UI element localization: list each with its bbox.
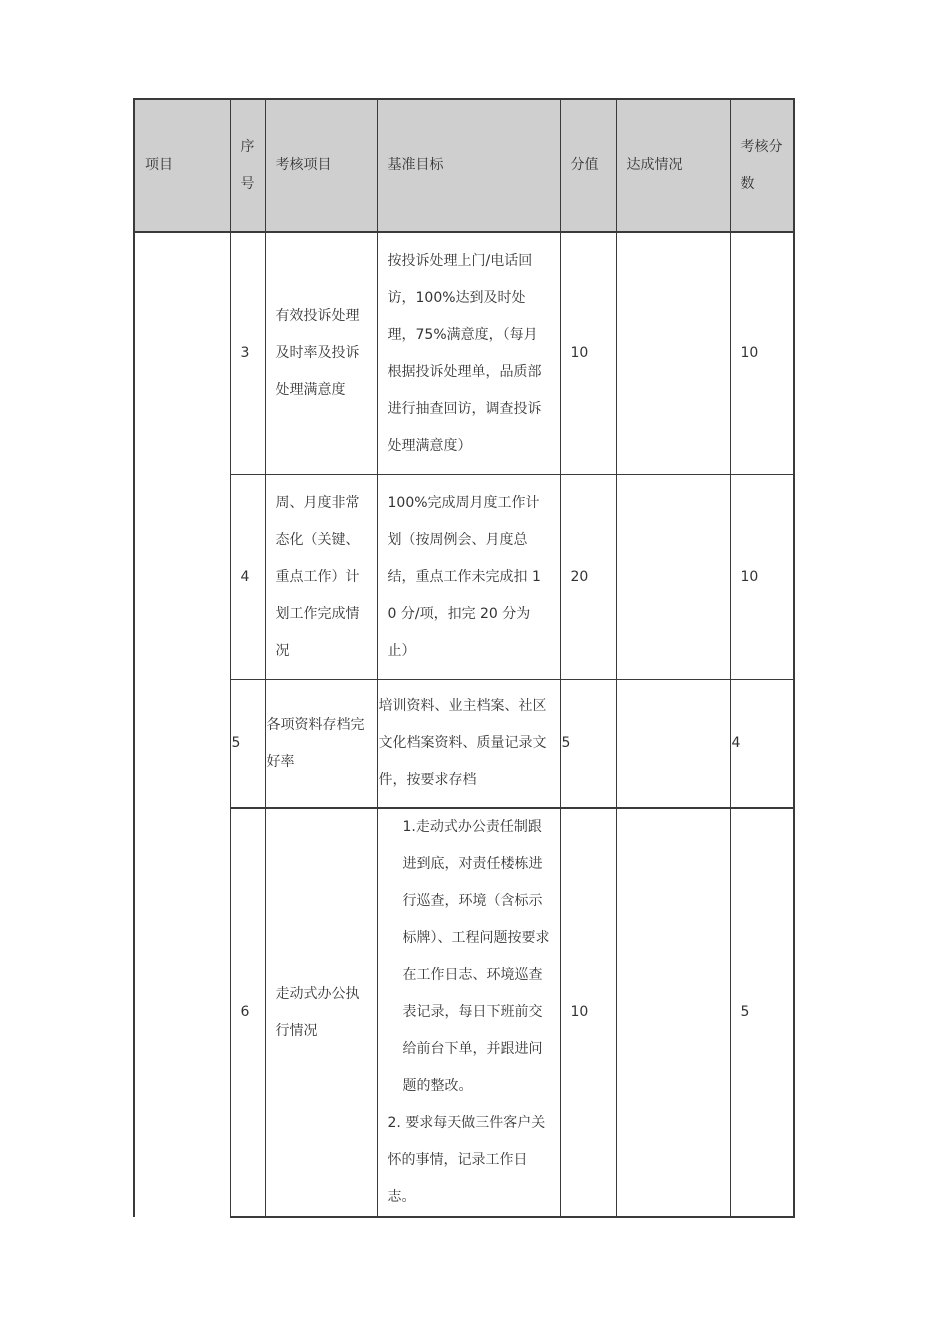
row-status (616, 808, 730, 1217)
header-status: 达成情况 (616, 99, 730, 232)
row-item: 走动式办公执行情况 (265, 808, 377, 1217)
header-target: 基准目标 (377, 99, 560, 232)
row-status (616, 475, 730, 680)
project-cell (134, 232, 230, 1217)
header-seq: 序号 (230, 99, 265, 232)
target-paragraph-1: 1.走动式办公责任制跟进到底，对责任楼栋进行巡查，环境（含标示标牌）、工程问题按要求在工作日志、环境巡查表记录，每日下班前交给前台下单，并跟进问题的整改。 (402, 819, 550, 1094)
row-score: 10 (730, 475, 794, 680)
table-row (134, 232, 794, 475)
row-target: 培训资料、业主档案、社区文化档案资料、质量记录文件，按要求存档 (377, 680, 560, 809)
row-seq: 4 (230, 475, 265, 680)
header-project: 项目 (134, 99, 230, 232)
table-row (134, 808, 794, 1217)
table-row (134, 475, 794, 680)
row-seq: 3 (230, 232, 265, 475)
row-points: 10 (560, 808, 616, 1217)
assessment-table (133, 98, 795, 1218)
row-item: 各项资料存档完好率 (265, 680, 377, 809)
row-item: 有效投诉处理及时率及投诉处理满意度 (265, 232, 377, 475)
row-target: 100%完成周月度工作计划（按周例会、月度总结，重点工作未完成扣 10 分/项，扣完 20 分为止） (377, 475, 560, 680)
header-item: 考核项目 (265, 99, 377, 232)
row-seq: 6 (230, 808, 265, 1217)
table-row (134, 680, 794, 809)
row-score: 5 (730, 808, 794, 1217)
table-header-row (134, 99, 794, 232)
row-target: 按投诉处理上门/电话回访，100%达到及时处理，75%满意度，（每月根据投诉处理单，品质部进行抽查回访，调查投诉处理满意度） (377, 232, 560, 475)
row-score: 10 (730, 232, 794, 475)
header-score: 考核分数 (730, 99, 794, 232)
row-points: 10 (560, 232, 616, 475)
header-points: 分值 (560, 99, 616, 232)
row-points: 5 (560, 680, 616, 809)
row-score: 4 (730, 680, 794, 809)
row-target (377, 808, 560, 1217)
row-status (616, 232, 730, 475)
row-item: 周、月度非常态化（关键、重点工作）计划工作完成情况 (265, 475, 377, 680)
row-points: 20 (560, 475, 616, 680)
target-paragraph-2: 2. 要求每天做三件客户关怀的事情，记录工作日志。 (387, 1115, 546, 1205)
row-status (616, 680, 730, 809)
row-seq: 5 (230, 680, 265, 809)
